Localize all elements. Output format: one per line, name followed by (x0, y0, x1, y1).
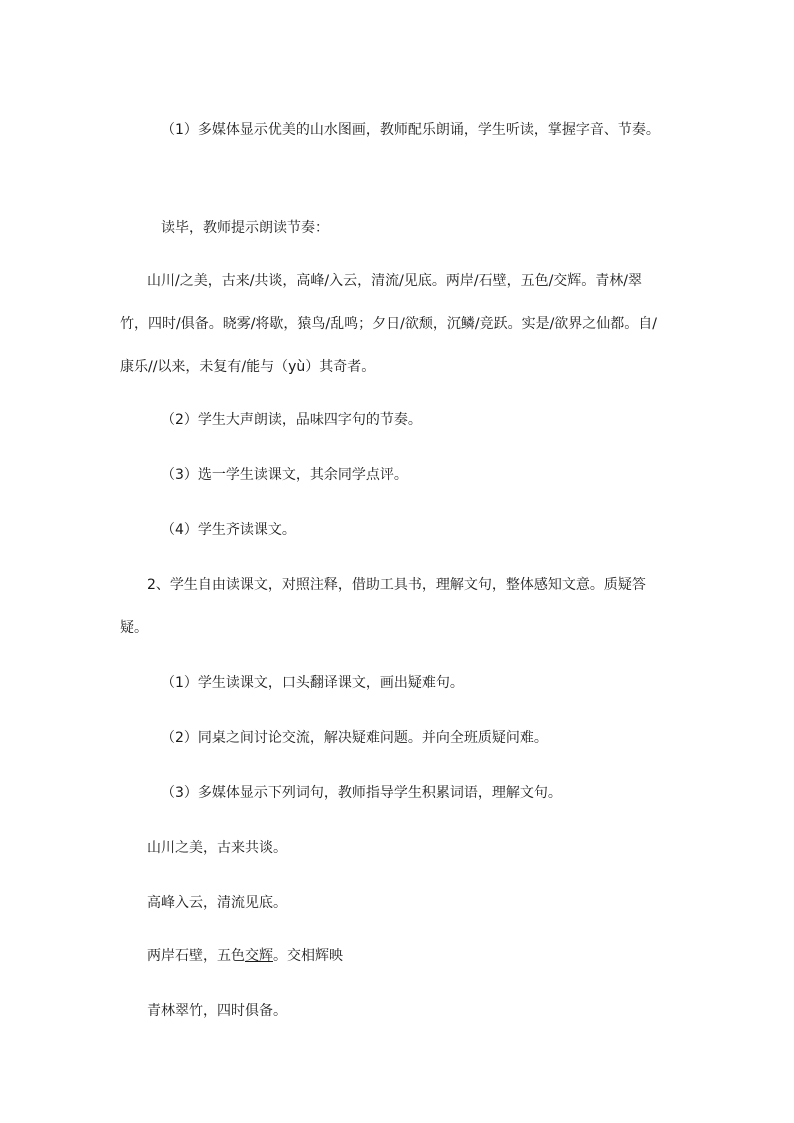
paragraph-step-2-line-1: 2、学生自由读课文，对照注释，借助工具书，理解文句，整体感知文意。质疑答 (147, 577, 646, 593)
rhythm-line-3: 康乐//以来，未复有/能与（yù）其奇者。 (120, 359, 376, 375)
paragraph-step-2-line-2: 疑。 (120, 620, 148, 636)
phrase-line-3 (147, 946, 343, 966)
phrase-line-2: 高峰入云，清流见底。 (147, 895, 287, 911)
paragraph-step-2-1: （1）学生读课文，口头翻译课文，画出疑难句。 (161, 675, 464, 691)
phrase-line-3-post: 。交相辉映 (273, 948, 343, 964)
phrase-line-1: 山川之美，古来共谈。 (147, 840, 287, 856)
paragraph-step-1-1: （1）多媒体显示优美的山水图画，教师配乐朗诵，学生听读，掌握字音、节奏。 (161, 122, 660, 138)
rhythm-line-1: 山川/之美，古来/共谈，高峰/入云，清流/见底。两岸/石壁，五色/交辉。青林/翠 (147, 273, 643, 289)
rhythm-line-2: 竹，四时/俱备。晓雾/将歇，猿鸟/乱鸣；夕日/欲颓，沉鳞/竞跃。实是/欲界之仙都。自/ (120, 316, 658, 332)
paragraph-reading-rhythm-intro: 读毕，教师提示朗读节奏： (161, 220, 329, 236)
paragraph-step-1-3: （3）选一学生读课文，其余同学点评。 (161, 467, 408, 483)
phrase-line-4: 青林翠竹，四时俱备。 (147, 1003, 287, 1019)
phrase-underlined-term: 交辉 (245, 948, 273, 964)
phrase-line-3-pre: 两岸石壁，五色 (147, 948, 245, 964)
paragraph-step-1-2: （2）学生大声朗读，品味四字句的节奏。 (161, 412, 422, 428)
paragraph-step-1-4: （4）学生齐读课文。 (161, 522, 296, 538)
paragraph-step-2-3: （3）多媒体显示下列词句，教师指导学生积累词语，理解文句。 (161, 785, 562, 801)
paragraph-step-2-2: （2）同桌之间讨论交流，解决疑难问题。并向全班质疑问难。 (161, 730, 548, 746)
